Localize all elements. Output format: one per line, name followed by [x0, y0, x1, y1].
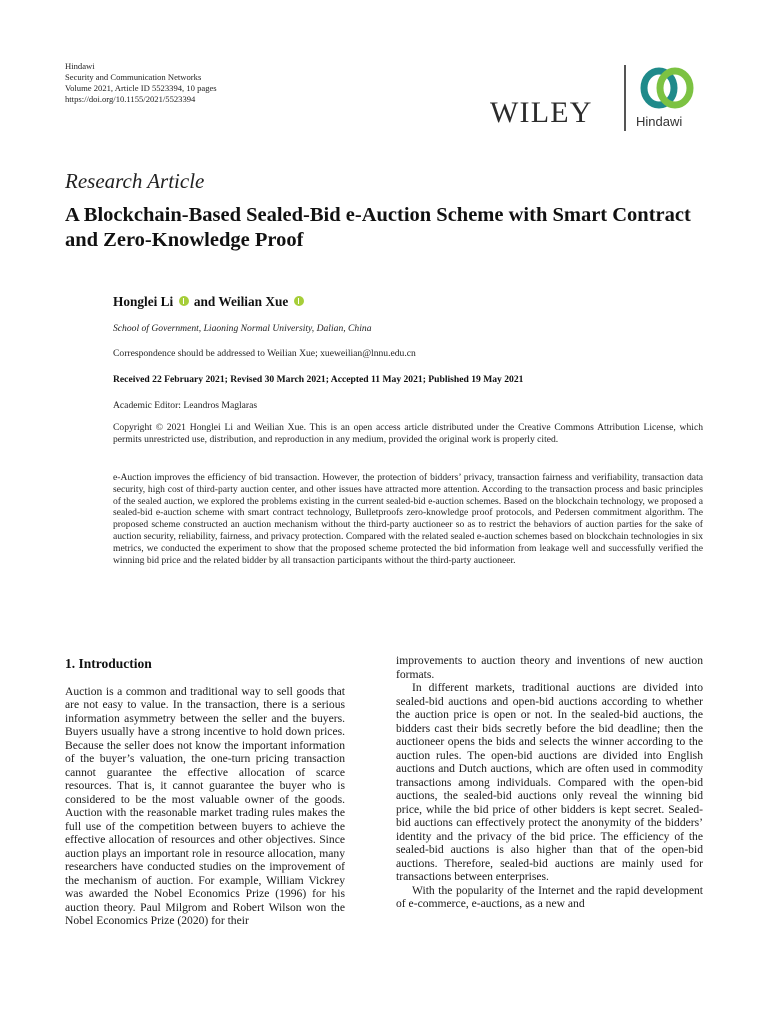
volume-line: Volume 2021, Article ID 5523394, 10 pages — [65, 83, 217, 93]
article-type: Research Article — [65, 169, 205, 193]
publisher-logos — [490, 62, 720, 132]
publisher-name: Hindawi — [65, 61, 95, 71]
author-list — [113, 294, 306, 310]
author-connector: and — [193, 294, 216, 309]
abstract: e-Auction improves the efficiency of bid transaction. However, the protection of bidders’ privacy, transaction fairness and verifiability, transaction data security, high cost of third-party auction center, and other issues have attracted more attention. According to the transaction process and basic principles of the sealed auction, we explored the problems existing in the current sealed-bid e-auction schemes. Based on the blockchain technology, we proposed a sealed-bid e-auction scheme with smart contract technology, Bulletproofs zero-knowledge proof protocols, and Pedersen commitment algorithm. The proposed scheme constructed an auction mechanism without the third-party auctioneer so as to restrict the behaviors of auction parties for the sake of auction security, reliability, fairness, and privacy protection. Compared with the related sealed e-auction schemes based on blockchain technologies in six metrics, we conducted the experiment to show that the proposed scheme protected the bid information from leakage well and successfully verified the winning bid price and the related bidder by all transaction participants without the third-party auctioneer. — [113, 472, 703, 566]
orcid-icon[interactable] — [179, 296, 189, 306]
journal-name: Security and Communication Networks — [65, 72, 202, 82]
body-paragraph: With the popularity of the Internet and the rapid development of e-commerce, e-auctions, as a new and — [396, 883, 703, 910]
publication-dates: Received 22 February 2021; Revised 30 March 2021; Accepted 11 May 2021; Published 19 May 2021 — [113, 374, 524, 385]
body-column-right — [396, 654, 703, 911]
author-name[interactable]: Weilian Xue — [218, 294, 289, 309]
body-column-left — [65, 654, 345, 928]
journal-meta — [65, 61, 217, 105]
hindawi-wordmark: Hindawi — [636, 114, 683, 129]
author-name[interactable]: Honglei Li — [113, 294, 174, 309]
affiliation: School of Government, Liaoning Normal University, Dalian, China — [113, 323, 372, 334]
body-paragraph: Auction is a common and traditional way to sell goods that are not easy to value. In the transaction, there is a serious information asymmetry between the seller and the buyers. Buyers usually have a strong incentive to hold down prices. Because the seller does not know the important information of the buyer’s valuation, the one-turn pricing transaction cannot guarantee the effective allocation of scarce resources. That is, it cannot guarantee the buyer who is considered to be the most valuable owner of the goods. Auction with the reasonable market trading rules makes the full use of the competition between buyers to achieve the effective allocation of resources and other objectives. Since auction plays an important role in resource allocation, many researchers have conducted studies on the improvement of the mechanism of auction. For example, William Vickrey was awarded the Nobel Economics Prize (1996) for his auction theory. Paul Milgrom and Robert Wilson won the Nobel Economics Prize (2020) for their — [65, 684, 345, 927]
wiley-logo: WILEY — [490, 96, 593, 129]
body-paragraph: In different markets, traditional auctions are divided into sealed-bid auctions and open-bid auctions according to whether the auction price is open or not. In the sealed-bid auctions, the bidders cast their bids secretly before the bid deadline; then the auctioneer opens the bids and selects the winner according to the auction rules. The open-bid auctions are divided into English auctions and Dutch auctions, which are often used in commodity transactions among individuals. Compared with the open-bid auctions, the sealed-bid auctions only reveal the winning bid price, while the bid price of other bidders is kept secret. Sealed-bid auctions can effectively protect the anonymity of the bidders’ identity and the privacy of the bid price. The efficiency of the sealed-bid auctions is also higher than that of the open-bid auctions. Therefore, sealed-bid auctions are mainly used for transactions between enterprises. — [396, 681, 703, 883]
article-title: A Blockchain-Based Sealed-Bid e-Auction Scheme with Smart Contract and Zero-Knowledge Proof — [65, 204, 691, 251]
doi-link[interactable]: https://doi.org/10.1155/2021/5523394 — [65, 94, 196, 104]
academic-editor: Academic Editor: Leandros Maglaras — [113, 400, 258, 411]
hindawi-logo-icon — [638, 64, 696, 110]
copyright-notice: Copyright © 2021 Honglei Li and Weilian Xue. This is an open access article distributed under the Creative Commons Attribution License, which permits unrestricted use, distribution, and reproduction in any medium, provided the original work is properly cited. — [113, 422, 703, 446]
body-paragraph: improvements to auction theory and inventions of new auction formats. — [396, 654, 703, 681]
logo-divider — [624, 65, 626, 131]
orcid-icon[interactable] — [294, 296, 304, 306]
section-heading: 1. Introduction — [65, 656, 152, 671]
correspondence: Correspondence should be addressed to Weilian Xue; xueweilian@lnnu.edu.cn — [113, 348, 416, 359]
